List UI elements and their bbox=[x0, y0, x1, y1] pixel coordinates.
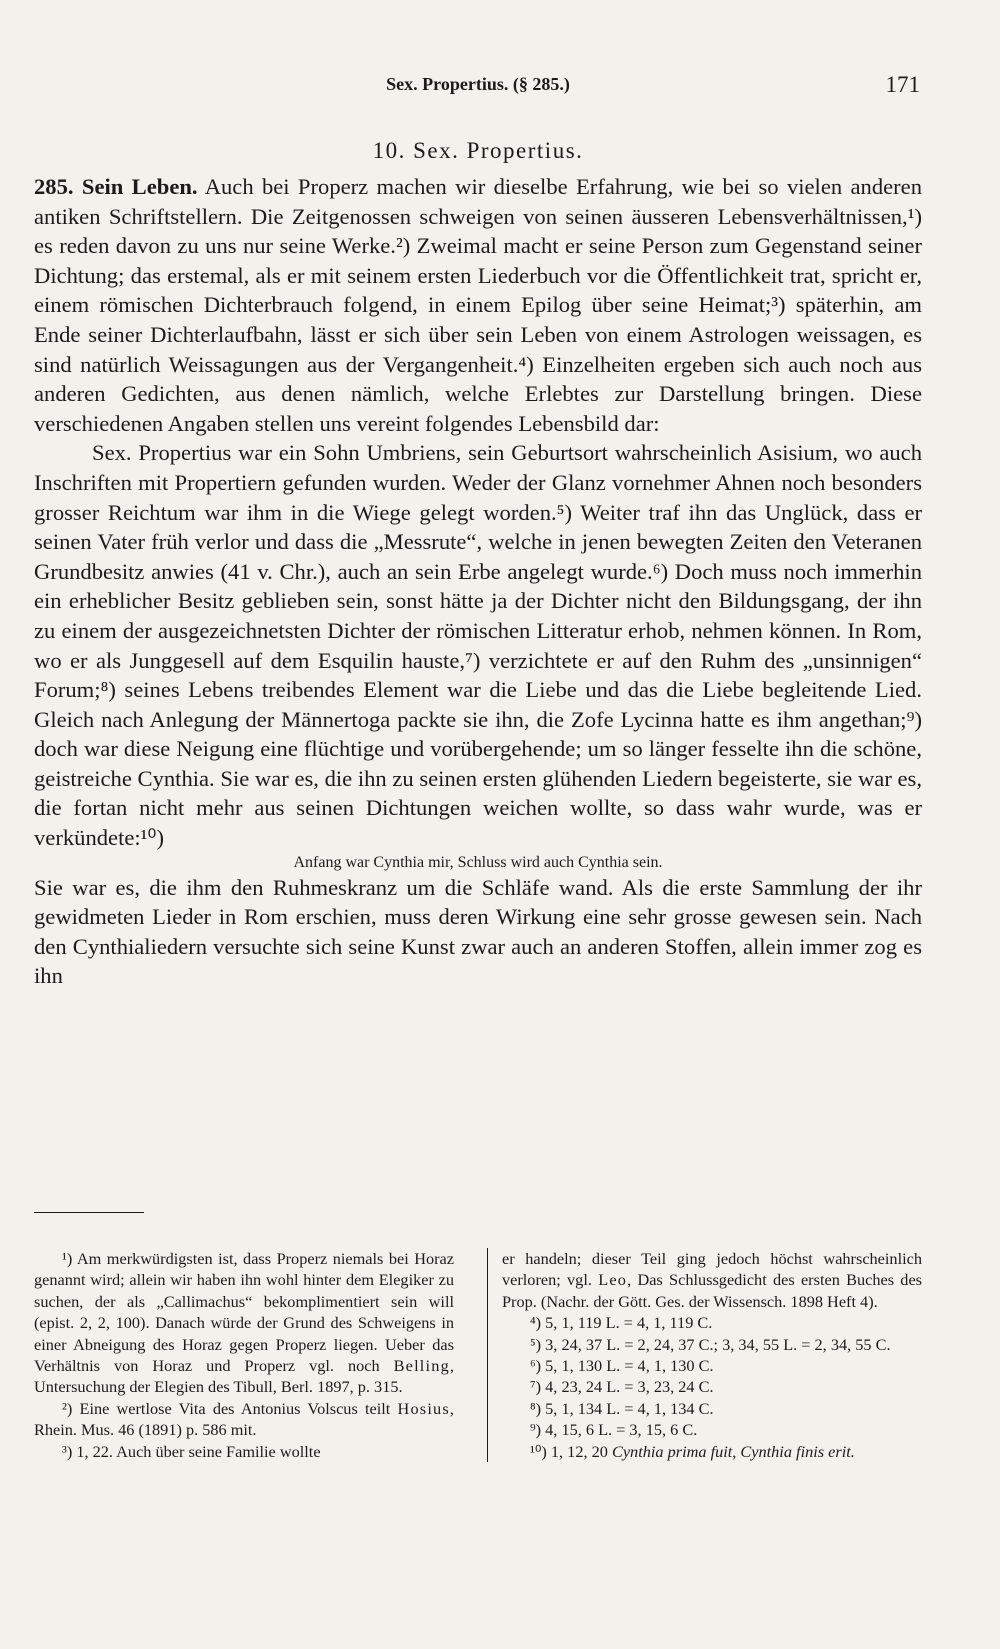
footnote-9: ⁹) 4, 15, 6 L. = 3, 15, 6 C. bbox=[530, 1420, 698, 1440]
running-head: Sex. Propertius. (§ 285.) bbox=[386, 74, 570, 94]
footnote-2-text: ²) Eine wertlose Vita des Antonius Volscus teilt bbox=[62, 1398, 398, 1418]
footnote-1-text-end: , Untersuchung der Elegien des Tibull, Berl. 1897, p. 315. bbox=[34, 1356, 454, 1397]
footnote-divider bbox=[34, 1212, 144, 1213]
footnote-3-continued bbox=[502, 1248, 922, 1312]
footnote-1-text: ¹) Am merkwürdigsten ist, dass Properz niemals bei Horaz genannt wird; allein wir haben ihn wohl hinter dem Elegiker zu suchen, der als „Callimachus“ bekomplimentiert sein will (epist. 2, 2, 100). Danach würde der Grund des Schweigens in einer Abneigung des Horaz gegen Properz liegen. Ueber das Verhältnis von Horaz und Properz vgl. noch bbox=[34, 1249, 454, 1376]
footnote-3: ³) 1, 22. Auch über seine Familie wollte bbox=[62, 1441, 321, 1461]
footnote-1 bbox=[34, 1248, 454, 1398]
paragraph-1 bbox=[34, 172, 922, 438]
main-text bbox=[34, 172, 922, 991]
footnote-10-quote: Cynthia prima fuit, Cynthia finis erit. bbox=[611, 1441, 855, 1461]
footnote-4: ⁴) 5, 1, 119 L. = 4, 1, 119 C. bbox=[530, 1313, 713, 1333]
author-name: Leo bbox=[598, 1270, 628, 1290]
footnote-5: ⁵) 3, 24, 37 L. = 2, 24, 37 C.; 3, 34, 55 L. = 2, 34, 55 C. bbox=[530, 1334, 891, 1354]
author-name: Belling bbox=[393, 1356, 450, 1376]
paragraph-3: Sie war es, die ihm den Ruhmeskranz um die Schläfe wand. Als die erste Sammlung der ihr gewidmeten Lieder in Rom erschien, muss deren Wirkung eine sehr grosse gewesen sein. Nach den Cynthialiedern versuchte sich seine Kunst zwar auch an anderen Stoffen, allein immer zog es ihn bbox=[34, 874, 922, 989]
footnote-6: ⁶) 5, 1, 130 L. = 4, 1, 130 C. bbox=[530, 1356, 714, 1376]
footnotes-left-column bbox=[34, 1248, 454, 1462]
footnote-2 bbox=[34, 1398, 454, 1441]
author-name: Hosius bbox=[397, 1398, 450, 1418]
paragraph-1-text: Auch bei Properz machen wir dieselbe Erfahrung, wie bei so vielen anderen antiken Schriftstellern. Die Zeitgenossen schweigen von seinen äusseren Lebensverhältnissen,¹) es reden davon zu uns nur seine Werke.²) Zweimal macht er seine Person zum Gegenstand seiner Dichtung; das erstemal, als er mit seinem ersten Liederbuch vor die Öffentlichkeit trat, spricht er, einem römischen Dichterbrauch folgend, in einem Epilog über seine Heimat;³) späterhin, am Ende seiner Dichterlaufbahn, lässt er sich über sein Leben von einem Astrologen weissagen, es sind natürlich Weissagungen aus der Vergangenheit.⁴) Einzelheiten ergeben sich auch noch aus anderen Gedichten, aus denen nämlich, welche Erlebtes zur Darstellung bringen. Diese verschiedenen Angaben stellen uns vereint folgendes Lebensbild dar: bbox=[34, 174, 922, 436]
footnote-3-cont-text: er handeln; dieser Teil ging jedoch höchst wahrscheinlich verloren; vgl. bbox=[502, 1249, 922, 1290]
verse-quote: Anfang war Cynthia mir, Schluss wird auch Cynthia sein. bbox=[293, 853, 663, 871]
footnotes-right-column bbox=[487, 1248, 922, 1462]
paragraph-heading: 285. Sein Leben. bbox=[34, 174, 198, 199]
footnote-8: ⁸) 5, 1, 134 L. = 4, 1, 134 C. bbox=[530, 1398, 714, 1418]
page-number: 171 bbox=[885, 72, 920, 97]
section-title: 10. Sex. Propertius. bbox=[372, 138, 584, 163]
footnote-10-ref: ¹⁰) 1, 12, 20 bbox=[530, 1441, 612, 1461]
footnote-3-cont-text-end: , Das Schlussgedicht des ersten Buches des Prop. (Nachr. der Gött. Ges. der Wissensch. 1898 Heft 4). bbox=[502, 1270, 923, 1311]
footnote-10 bbox=[502, 1441, 922, 1462]
footnotes bbox=[34, 1248, 922, 1462]
paragraph-2: Sex. Propertius war ein Sohn Umbriens, sein Geburtsort wahrscheinlich Asisium, wo auch Inschriften mit Propertiern gefunden wurden. Weder der Glanz vornehmer Ahnen noch besonders grosser Reichtum war ihm in die Wiege gelegt worden.⁵) Weiter traf ihn das Unglück, dass er seinen Vater früh verlor und dass die „Messrute“, welche in jenen bewegten Zeiten den Veteranen Grundbesitz anwies (41 v. Chr.), auch an sein Erbe angelegt wurde.⁶) Doch muss noch immerhin ein erheblicher Besitz geblieben sein, sonst hätte ja der Dichter nicht den Bildungsgang, der ihn zu einem der ausgezeichnetsten Dichter der römischen Litteratur erhob, nehmen können. In Rom, wo er als Junggesell auf dem Esquilin hauste,⁷) verzichtete er auf den Ruhm des „unsinnigen“ Forum;⁸) seines Lebens treibendes Element war die Liebe und das die Liebe begleitende Lied. Gleich nach Anlegung der Männertoga packte sie ihn, die Zofe Lycinna hatte es ihm angethan;⁹) doch war diese Neigung eine flüchtige und vorübergehende; um so länger fesselte ihn die schöne, geistreiche Cynthia. Sie war es, die ihn zu seinen ersten glühenden Liedern begeisterte, sie war es, die fortan nicht mehr aus seinen Dichtungen weichen wollte, so dass wahr wurde, was er verkündete:¹⁰) bbox=[34, 440, 922, 851]
footnote-2-text-end: , Rhein. Mus. 46 (1891) p. 586 mit. bbox=[34, 1398, 454, 1440]
footnote-7: ⁷) 4, 23, 24 L. = 3, 23, 24 C. bbox=[530, 1377, 714, 1397]
